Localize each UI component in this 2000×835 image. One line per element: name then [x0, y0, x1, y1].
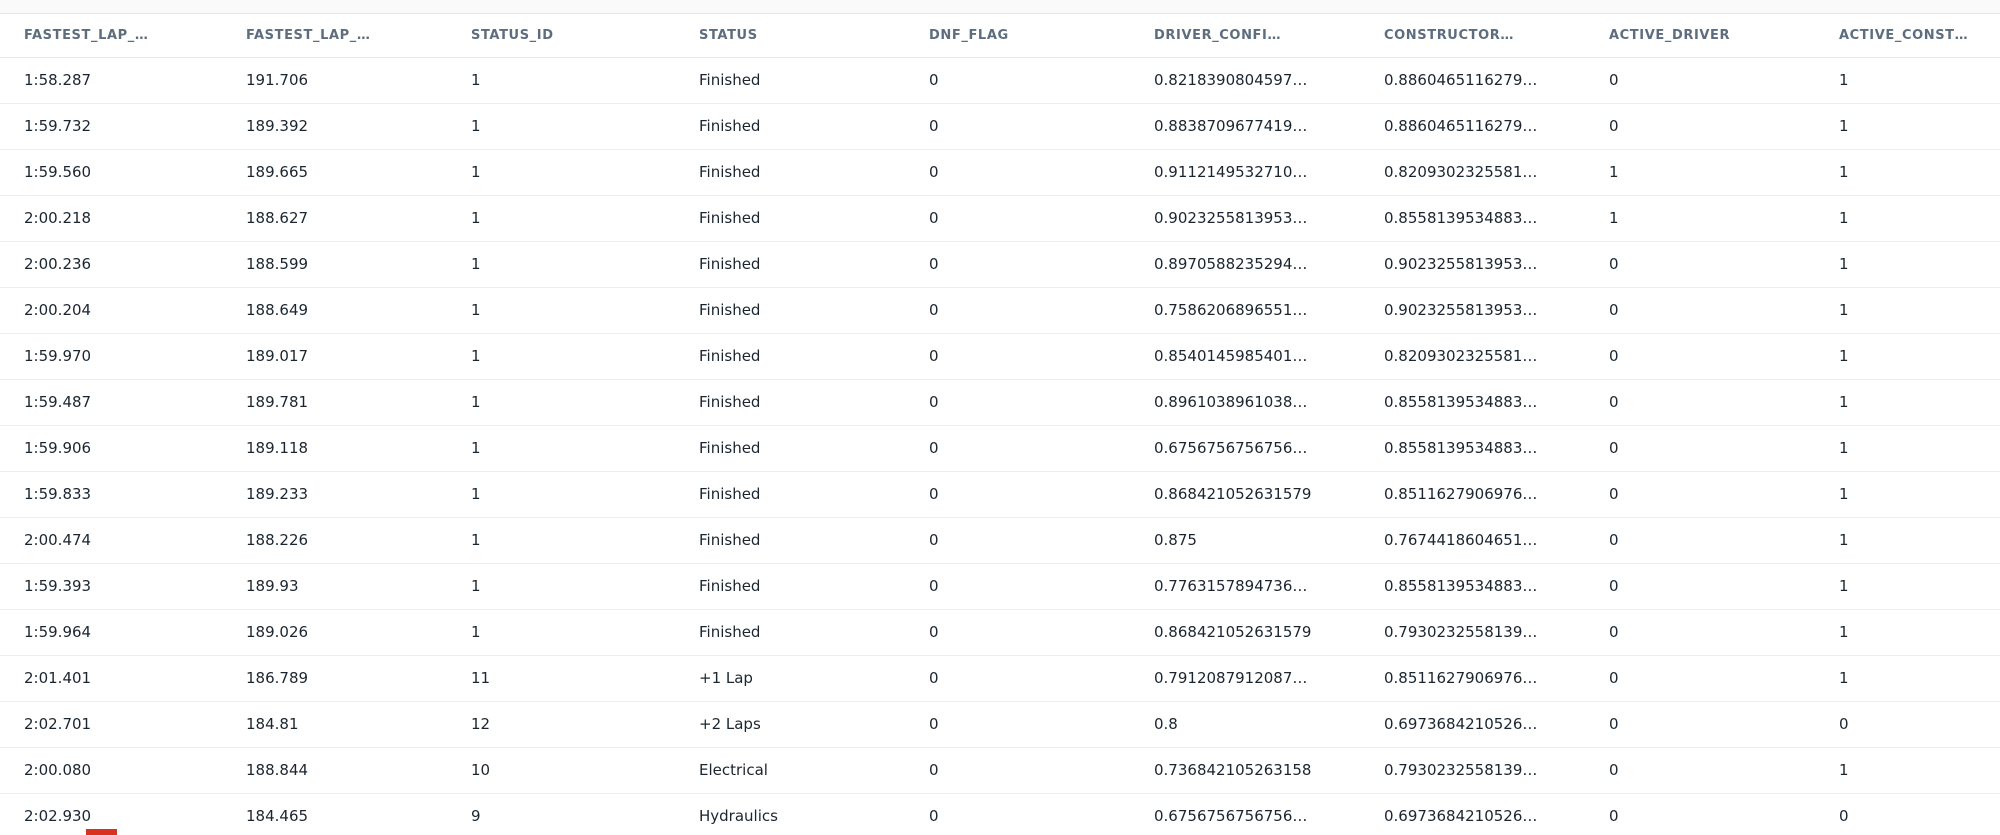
- table-cell: 0.736842105263158: [1130, 748, 1360, 794]
- table-cell: Finished: [675, 426, 905, 472]
- table-cell: 0: [1815, 794, 2000, 835]
- table-cell: 1: [447, 196, 675, 242]
- table-cell: 1: [1815, 334, 2000, 380]
- table-cell: 0.868421052631579: [1130, 610, 1360, 656]
- table-cell: 0.8558139534883…: [1360, 196, 1585, 242]
- table-row: [0, 104, 2000, 150]
- table-cell: 0.9023255813953…: [1130, 196, 1360, 242]
- table-cell: 0: [905, 288, 1130, 334]
- table-cell: 0.8860465116279…: [1360, 58, 1585, 104]
- table-cell: 0: [1585, 288, 1815, 334]
- table-row: [0, 748, 2000, 794]
- table-cell: Finished: [675, 242, 905, 288]
- table-cell: 0: [905, 150, 1130, 196]
- table-cell: 2:01.401: [0, 656, 222, 702]
- table-cell: 186.789: [222, 656, 447, 702]
- table-cell: 12: [447, 702, 675, 748]
- table-row: [0, 656, 2000, 702]
- table-cell: 0.9023255813953…: [1360, 242, 1585, 288]
- table-cell: +2 Laps: [675, 702, 905, 748]
- table-cell: 0.6756756756756…: [1130, 794, 1360, 835]
- table-cell: 0: [905, 748, 1130, 794]
- table-cell: 0: [905, 426, 1130, 472]
- table-cell: 0: [905, 702, 1130, 748]
- table-cell: 1:59.732: [0, 104, 222, 150]
- table-cell: 2:02.930: [0, 794, 222, 835]
- table-cell: 1: [1815, 104, 2000, 150]
- table-cell: 191.706: [222, 58, 447, 104]
- table-cell: 0.868421052631579: [1130, 472, 1360, 518]
- table-cell: 0: [1585, 748, 1815, 794]
- table-cell: 2:00.236: [0, 242, 222, 288]
- table-cell: 1: [1815, 748, 2000, 794]
- column-header-active-driver[interactable]: ACTIVE_DRIVER: [1585, 14, 1815, 58]
- table-cell: 10: [447, 748, 675, 794]
- table-cell: 189.233: [222, 472, 447, 518]
- table-cell: Finished: [675, 334, 905, 380]
- table-cell: 0: [1585, 380, 1815, 426]
- table-row: [0, 518, 2000, 564]
- table-cell: 1: [1815, 242, 2000, 288]
- table-cell: 0.8511627906976…: [1360, 656, 1585, 702]
- table-cell: Finished: [675, 518, 905, 564]
- table-cell: 0.8860465116279…: [1360, 104, 1585, 150]
- table-row: [0, 196, 2000, 242]
- table-cell: 9: [447, 794, 675, 835]
- table-cell: 1: [1815, 288, 2000, 334]
- table-row: [0, 242, 2000, 288]
- table-row: [0, 150, 2000, 196]
- table-cell: 0: [1585, 242, 1815, 288]
- table-cell: 0.8558139534883…: [1360, 426, 1585, 472]
- table-cell: 0: [905, 564, 1130, 610]
- table-cell: 0: [905, 104, 1130, 150]
- table-cell: 1:59.487: [0, 380, 222, 426]
- table-cell: 1: [447, 242, 675, 288]
- table-cell: 1:59.964: [0, 610, 222, 656]
- table-cell: 0: [1585, 656, 1815, 702]
- table-cell: 0.6973684210526…: [1360, 794, 1585, 835]
- table-cell: 0.8511627906976…: [1360, 472, 1585, 518]
- table-cell: 1: [1815, 196, 2000, 242]
- table-cell: 1: [1815, 426, 2000, 472]
- table-cell: Finished: [675, 150, 905, 196]
- table-cell: 1: [447, 472, 675, 518]
- table-cell: 1: [1815, 656, 2000, 702]
- table-cell: 2:00.204: [0, 288, 222, 334]
- table-cell: 184.81: [222, 702, 447, 748]
- table-cell: 0.7674418604651…: [1360, 518, 1585, 564]
- table-cell: 0.7912087912087…: [1130, 656, 1360, 702]
- table-cell: 1: [447, 380, 675, 426]
- table-cell: 0: [905, 380, 1130, 426]
- column-header-fastest-lap-speed[interactable]: FASTEST_LAP_…: [222, 14, 447, 58]
- table-cell: 0: [905, 472, 1130, 518]
- table-cell: 0: [905, 656, 1130, 702]
- table-cell: 0.6973684210526…: [1360, 702, 1585, 748]
- table-cell: 1: [1815, 610, 2000, 656]
- table-cell: 188.226: [222, 518, 447, 564]
- table-cell: +1 Lap: [675, 656, 905, 702]
- table-cell: 0.8218390804597…: [1130, 58, 1360, 104]
- table-cell: 1:59.560: [0, 150, 222, 196]
- table-cell: 1: [447, 518, 675, 564]
- table-cell: Finished: [675, 58, 905, 104]
- table-cell: 1:59.970: [0, 334, 222, 380]
- table-cell: 2:00.474: [0, 518, 222, 564]
- table-row: [0, 702, 2000, 748]
- column-header-status[interactable]: STATUS: [675, 14, 905, 58]
- table-cell: Finished: [675, 380, 905, 426]
- table-cell: 189.665: [222, 150, 447, 196]
- table-body: [0, 58, 2000, 835]
- table-cell: 2:00.218: [0, 196, 222, 242]
- table-cell: 0.8209302325581…: [1360, 334, 1585, 380]
- table-cell: 0: [1585, 518, 1815, 564]
- table-row: [0, 58, 2000, 104]
- table-cell: 2:02.701: [0, 702, 222, 748]
- table-row: [0, 794, 2000, 835]
- column-header-driver-confidence[interactable]: DRIVER_CONFI…: [1130, 14, 1360, 58]
- table-cell: 0.8970588235294…: [1130, 242, 1360, 288]
- table-cell: 0.8: [1130, 702, 1360, 748]
- table-cell: 188.627: [222, 196, 447, 242]
- table-header-row: [0, 14, 2000, 58]
- table-cell: 0: [1585, 794, 1815, 835]
- table-cell: 0.6756756756756…: [1130, 426, 1360, 472]
- table-cell: 184.465: [222, 794, 447, 835]
- table-cell: 189.93: [222, 564, 447, 610]
- table-cell: 1: [1815, 564, 2000, 610]
- table-cell: Finished: [675, 288, 905, 334]
- column-header-active-constructor[interactable]: ACTIVE_CONST…: [1815, 14, 2000, 58]
- table-cell: 0: [1585, 426, 1815, 472]
- table-cell: 189.392: [222, 104, 447, 150]
- table-row: [0, 610, 2000, 656]
- table-cell: 0.8558139534883…: [1360, 380, 1585, 426]
- table-cell: 0.7930232558139…: [1360, 610, 1585, 656]
- table-cell: 0.7763157894736…: [1130, 564, 1360, 610]
- table-cell: 0: [1585, 610, 1815, 656]
- table-cell: 0: [905, 610, 1130, 656]
- table-cell: Hydraulics: [675, 794, 905, 835]
- table-cell: 1: [447, 288, 675, 334]
- table-cell: 1: [1815, 380, 2000, 426]
- table-cell: 1: [447, 58, 675, 104]
- table-cell: 189.781: [222, 380, 447, 426]
- table-cell: 0: [1585, 104, 1815, 150]
- table-cell: 1:59.393: [0, 564, 222, 610]
- data-table: [0, 14, 2000, 835]
- table-row: [0, 472, 2000, 518]
- table-cell: 11: [447, 656, 675, 702]
- column-header-constructor-confidence[interactable]: CONSTRUCTOR…: [1360, 14, 1585, 58]
- table-cell: Finished: [675, 104, 905, 150]
- table-cell: 0.9112149532710…: [1130, 150, 1360, 196]
- table-cell: 0: [1585, 472, 1815, 518]
- table-cell: 1: [447, 610, 675, 656]
- table-cell: 0: [905, 518, 1130, 564]
- table-cell: 0.7930232558139…: [1360, 748, 1585, 794]
- table-cell: 189.026: [222, 610, 447, 656]
- table-cell: 189.017: [222, 334, 447, 380]
- table-cell: 189.118: [222, 426, 447, 472]
- table-cell: 1: [447, 426, 675, 472]
- table-cell: 188.844: [222, 748, 447, 794]
- table-cell: Finished: [675, 564, 905, 610]
- table-cell: 0.8209302325581…: [1360, 150, 1585, 196]
- table-cell: 0: [1585, 702, 1815, 748]
- column-header-dnf-flag[interactable]: DNF_FLAG: [905, 14, 1130, 58]
- table-row: [0, 380, 2000, 426]
- table-cell: 1:58.287: [0, 58, 222, 104]
- table-row: [0, 288, 2000, 334]
- table-cell: 0.8558139534883…: [1360, 564, 1585, 610]
- table-cell: 0.875: [1130, 518, 1360, 564]
- column-header-fastest-lap-time[interactable]: FASTEST_LAP_…: [0, 14, 222, 58]
- column-header-status-id[interactable]: STATUS_ID: [447, 14, 675, 58]
- table-cell: 1:59.906: [0, 426, 222, 472]
- table-cell: 0: [905, 794, 1130, 835]
- table-cell: 188.599: [222, 242, 447, 288]
- table-cell: 2:00.080: [0, 748, 222, 794]
- table-cell: 0: [1815, 702, 2000, 748]
- table-row: [0, 334, 2000, 380]
- table-cell: Finished: [675, 472, 905, 518]
- bottom-red-indicator: [86, 829, 117, 835]
- table-row: [0, 564, 2000, 610]
- table-cell: 1: [447, 564, 675, 610]
- table-cell: Electrical: [675, 748, 905, 794]
- table-cell: 0: [905, 196, 1130, 242]
- table-cell: 1: [447, 150, 675, 196]
- table-cell: 1: [447, 104, 675, 150]
- table-row: [0, 426, 2000, 472]
- table-cell: 1: [1815, 150, 2000, 196]
- table-cell: 0.8961038961038…: [1130, 380, 1360, 426]
- table-cell: 0.8540145985401…: [1130, 334, 1360, 380]
- top-spacer: [0, 0, 2000, 14]
- table-cell: 1: [1815, 472, 2000, 518]
- table-cell: 0: [905, 58, 1130, 104]
- table-cell: 0: [905, 334, 1130, 380]
- table-cell: 0: [1585, 334, 1815, 380]
- table-cell: 0: [1585, 58, 1815, 104]
- table-cell: Finished: [675, 610, 905, 656]
- table-cell: 0: [1585, 564, 1815, 610]
- table-cell: 1: [1815, 518, 2000, 564]
- table-cell: 1: [1585, 150, 1815, 196]
- table-cell: 0.9023255813953…: [1360, 288, 1585, 334]
- table-cell: 188.649: [222, 288, 447, 334]
- table-cell: 1:59.833: [0, 472, 222, 518]
- table-cell: Finished: [675, 196, 905, 242]
- table-cell: 0: [905, 242, 1130, 288]
- table-cell: 1: [447, 334, 675, 380]
- table-cell: 0.8838709677419…: [1130, 104, 1360, 150]
- table-cell: 0.7586206896551…: [1130, 288, 1360, 334]
- table-cell: 1: [1585, 196, 1815, 242]
- table-cell: 1: [1815, 58, 2000, 104]
